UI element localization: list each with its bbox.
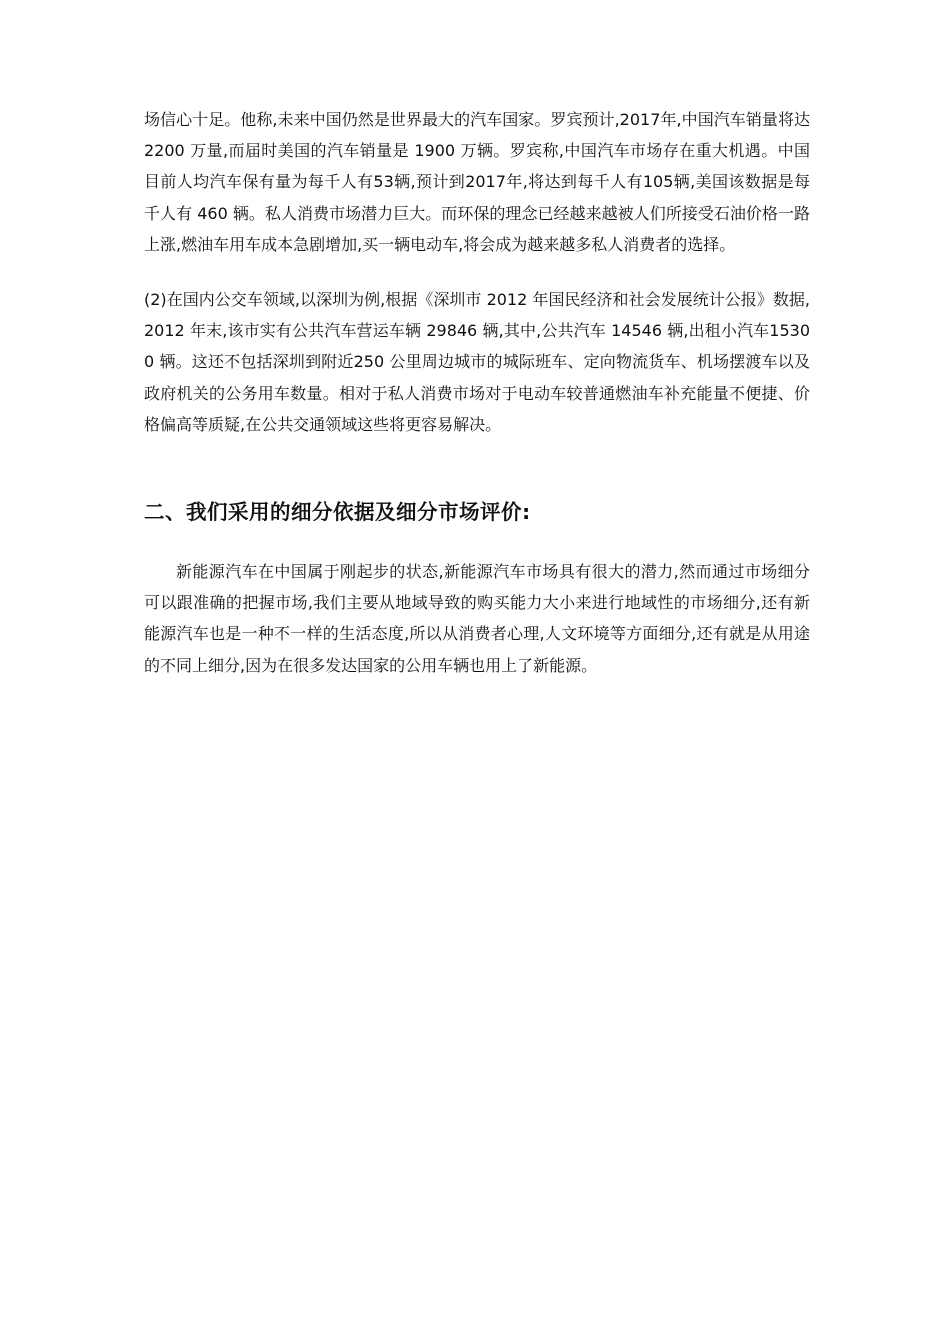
paragraph-public-transport: (2)在国内公交车领域,以深圳为例,根据《深圳市 2012 年国民经济和社会发展统计公报》数据,2012 年末,该市实有公共汽车营运车辆 29846 辆,其中,公共汽车 14546 辆,出租小汽车15300 辆。这还不包括深圳到附近250 公里周边城市的城际班车、定向物流货车、机场摆渡车以及政府机关的公务用车数量。相对于私人消费市场对于电动车较普通燃油车补充能量不便捷、价格偏高等质疑,在公共交通领域这些将更容易解决。 (144, 290, 810, 434)
paragraph-segmentation: 新能源汽车在中国属于刚起步的状态,新能源汽车市场具有很大的潜力,然而通过市场细分可以跟准确的把握市场,我们主要从地域导致的购买能力大小来进行地域性的市场细分,还有新能源汽车也是一种不一样的生活态度,所以从消费者心理,人文环境等方面细分,还有就是从用途的不同上细分,因为在很多发达国家的公用车辆也用上了新能源。 (144, 562, 810, 675)
section-heading: 二、我们采用的细分依据及细分市场评价: (144, 500, 531, 525)
document-body (144, 104, 810, 681)
paragraph-market-outlook: 场信心十足。他称,未来中国仍然是世界最大的汽车国家。罗宾预计,2017年,中国汽车销量将达 2200 万量,而届时美国的汽车销量是 1900 万辆。罗宾称,中国汽车市场存在重大机遇。中国目前人均汽车保有量为每千人有53辆,预计到2017年,将达到每千人有105辆,美国该数据是每千人有 460 辆。私人消费市场潜力巨大。而环保的理念已经越来越被人们所接受石油价格一路上涨,燃油车用车成本急剧增加,买一辆电动车,将会成为越来越多私人消费者的选择。 (144, 110, 810, 254)
